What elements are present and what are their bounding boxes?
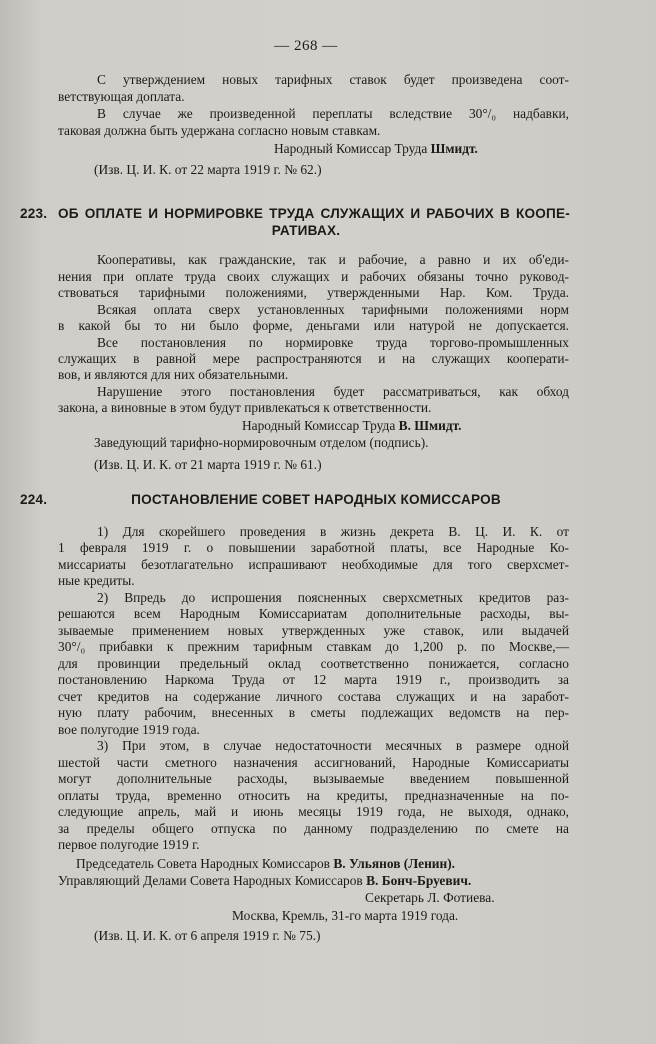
- paragraph-line: 30°/₀ прибавки к прежним тарифным ставкам до 1,200 р. по Москве,—: [58, 639, 569, 654]
- manager-affairs-line: [58, 873, 471, 889]
- page-number: — 268 —: [274, 38, 338, 54]
- paragraph-line: за пределы общего отпуска по данному подразделению по смете на: [58, 821, 569, 836]
- source-citation: (Изв. Ц. И. К. от 21 марта 1919 г. № 61.): [94, 457, 322, 472]
- section-title: ПОСТАНОВЛЕНИЕ СОВЕТ НАРОДНЫХ КОМИССАРОВ: [131, 492, 501, 507]
- chairman-line: [76, 856, 455, 872]
- paragraph-line: нения при оплате труда своих служащих и рабочих обязаны точно руковод-: [58, 269, 569, 284]
- paragraph-line: 3) При этом, в случае недостаточности месячных в размере одной: [97, 738, 569, 753]
- manager-affairs-title: Управляющий Делами Совета Народных Комиссаров: [58, 873, 363, 888]
- paragraph-line: вое полугодие 1919 года.: [58, 722, 200, 737]
- paragraph-line: вов, и являются для них обязательными.: [58, 367, 289, 382]
- paragraph-line: 2) Впредь до испрошения поясненных сверхсметных кредитов раз-: [97, 590, 569, 605]
- paragraph-line: 1) Для скорейшего проведения в жизнь декрета В. Ц. И. К. от: [97, 524, 569, 539]
- paragraph-line: закона, а виновные в этом будут привлекаться к ответственности.: [58, 400, 432, 415]
- signature-line: [274, 141, 478, 157]
- signature-prefix: Народный Комиссар Труда: [274, 141, 428, 156]
- paragraph-line: в какой бы то ни было форме, деньгами или натурой не допускается.: [58, 318, 569, 333]
- paragraph-line: постановлению Наркома Труда от 12 марта 1919 г., производить за: [58, 672, 569, 687]
- source-citation: (Изв. Ц. И. К. от 6 апреля 1919 г. № 75.): [94, 928, 321, 943]
- paragraph-line: зываемые применением новых утвержденных уже ставок, или выдачей: [58, 623, 569, 638]
- place-date: Москва, Кремль, 31-го марта 1919 года.: [232, 908, 459, 923]
- secretary-title: Секретарь: [365, 890, 424, 905]
- signature-prefix: Народный Комиссар Труда: [242, 418, 396, 433]
- paragraph-line: Кооперативы, как гражданские, так и рабочие, а равно и их об'еди-: [97, 252, 569, 267]
- paragraph-line: Все постановления по нормировке труда торгово-промышленных: [97, 335, 569, 350]
- paragraph-line: оплаты труда, временно относить на кредиты, предназначенные на по-: [58, 788, 569, 803]
- paragraph-line: следующие апрель, май и июнь месяцы 1919 года, не выходя, однако,: [58, 804, 569, 819]
- chairman-title: Председатель Совета Народных Комиссаров: [76, 856, 330, 871]
- paragraph-line: таковая должна быть удержана согласно новым ставкам.: [58, 123, 381, 138]
- signature-name: Шмидт.: [430, 141, 478, 156]
- paragraph-line: Всякая оплата сверх установленных тарифными положениями норм: [97, 302, 569, 317]
- paragraph-line: шестой части сметного назначения ассигнований, Народные Комиссариаты: [58, 755, 569, 770]
- paragraph-line: первое полугодие 1919 г.: [58, 837, 200, 852]
- paragraph-line: Нарушение этого постановления будет рассматриваться, как обход: [97, 384, 569, 399]
- paragraph-line: ные кредиты.: [58, 573, 135, 588]
- paragraph-line: В случае же произведенной переплаты вследствие 30°/₀ надбавки,: [97, 106, 569, 121]
- chairman-name: В. Ульянов (Ленин).: [333, 856, 456, 871]
- paragraph-line: счет кредитов на содержание личного состава служащих и на заработ-: [58, 689, 569, 704]
- paragraph-line: миссариаты безотлагательно испрашивают необходимые для того сверхсмет-: [58, 557, 569, 572]
- paragraph-line: ную плату рабочим, внесенных в сметы подлежащих ведомств на пер-: [58, 705, 569, 720]
- signature-line: [242, 418, 462, 434]
- section-title-continued: РАТИВАХ.: [271, 223, 341, 238]
- paragraph-line: С утверждением новых тарифных ставок будет произведена соот-: [97, 72, 569, 87]
- paragraph-line: служащих в равной мере распространяются и на служащих кооперати-: [58, 351, 569, 366]
- secretary-name: Л. Фотиева.: [427, 890, 495, 905]
- section-title: ОБ ОПЛАТЕ И НОРМИРОВКЕ ТРУДА СЛУЖАЩИХ И РАБОЧИХ В КООПЕ-: [58, 206, 570, 221]
- paragraph-line: 1 февраля 1919 г. о повышении заработной платы, все Народные Ко-: [58, 540, 569, 555]
- manager-affairs-name: В. Бонч-Бруевич.: [366, 873, 472, 888]
- section-number: 223.: [20, 206, 48, 221]
- paragraph-line: решаются всем Народным Комиссариатам дополнительные расходы, вы-: [58, 606, 569, 621]
- paragraph-line: могут дополнительные расходы, вызываемые введением повышенной: [58, 771, 569, 786]
- source-citation: (Изв. Ц. И. К. от 22 марта 1919 г. № 62.): [94, 162, 322, 177]
- secretary-line: [365, 890, 495, 906]
- paragraph-line: для провинции предельный оклад соответственно понижается, согласно: [58, 656, 569, 671]
- manager-line: Заведующий тарифно-нормировочным отделом (подпись).: [94, 435, 429, 450]
- section-number: 224.: [20, 492, 48, 507]
- signature-name: В. Шмидт.: [398, 418, 462, 433]
- paragraph-line: ствоваться тарифными положениями, утвержденными Нар. Ком. Труда.: [58, 285, 569, 300]
- paragraph-line: ветствующая доплата.: [58, 89, 185, 104]
